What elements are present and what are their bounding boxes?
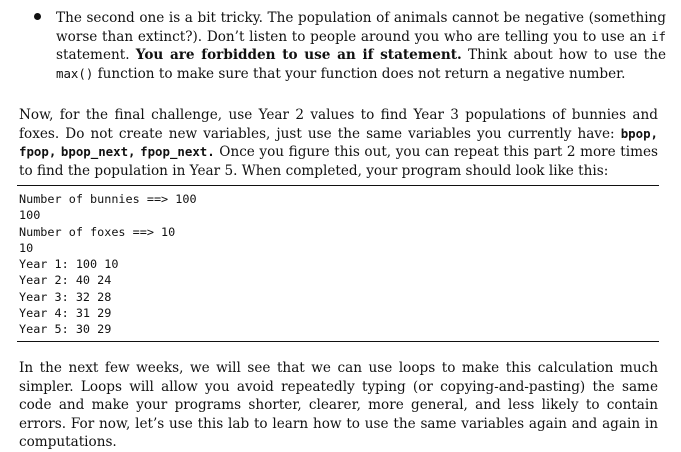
if-keyword: if — [651, 28, 666, 44]
output-line-bunnies-input: 100 — [19, 208, 41, 223]
output-line-bunnies-prompt: Number of bunnies ==> 100 — [19, 192, 197, 206]
output-line-year-2: Year 2: 40 24 — [19, 273, 112, 288]
output-line-foxes-prompt: Number of foxes ==> 10 — [19, 224, 176, 239]
bullet-text — [56, 9, 666, 83]
code-block-top-rule — [17, 185, 659, 186]
bullet-dot-icon — [34, 13, 41, 20]
var-fpop-next: fpop_next. — [140, 144, 215, 160]
output-line-year-1: Year 1: 100 10 — [19, 257, 119, 272]
final-challenge-paragraph — [19, 106, 658, 180]
code-block-bottom-rule — [17, 341, 659, 342]
max-function-code: max() — [56, 65, 94, 81]
bullet-text-part-1: The second one is a bit tricky. The population of animals cannot be negative (something worse than extinct?). Don’t listen to people around you who are telling you to use an — [56, 10, 666, 45]
bullet-item-negative-population — [34, 9, 666, 83]
output-line-year-3: Year 3: 32 28 — [19, 289, 112, 304]
bullet-text-part-4: function to make sure that your function does not return a negative number. — [93, 65, 626, 82]
var-fpop: fpop, — [19, 144, 57, 160]
var-bpop-next: bpop_next, — [60, 144, 136, 160]
program-output-block — [19, 191, 197, 338]
forbidden-if-warning: You are forbidden to use an if statement. — [135, 47, 462, 64]
output-line-year-4: Year 4: 31 29 — [19, 306, 112, 321]
challenge-text-part-1: Now, for the final challenge, use Year 2 values to find Year 3 populations of bunnies and foxes. Do not create new variables, just use the same variables you currently have: — [19, 107, 658, 142]
output-line-foxes-input: 10 — [19, 240, 34, 255]
challenge-text-part-2: Once you figure this out, you can repeat this part 2 more times to find the population in Year 5. When completed, your program should look like this: — [19, 144, 659, 179]
closing-paragraph: In the next few weeks, we will see that we can use loops to make this calculation much simpler. Loops will allow you avoid repeatedly typing (or copying-and-pasting) the same code and make your programs shorter, clearer, more general, and less likely to contain errors. For now, let’s use this lab to learn how to use the same variables again and again in computations. — [19, 360, 658, 451]
bullet-text-part-2: statement. — [56, 47, 136, 64]
output-line-year-5: Year 5: 30 29 — [19, 322, 112, 337]
var-bpop: bpop, — [620, 125, 658, 141]
bullet-text-part-3: Think about how to use the — [461, 47, 666, 64]
